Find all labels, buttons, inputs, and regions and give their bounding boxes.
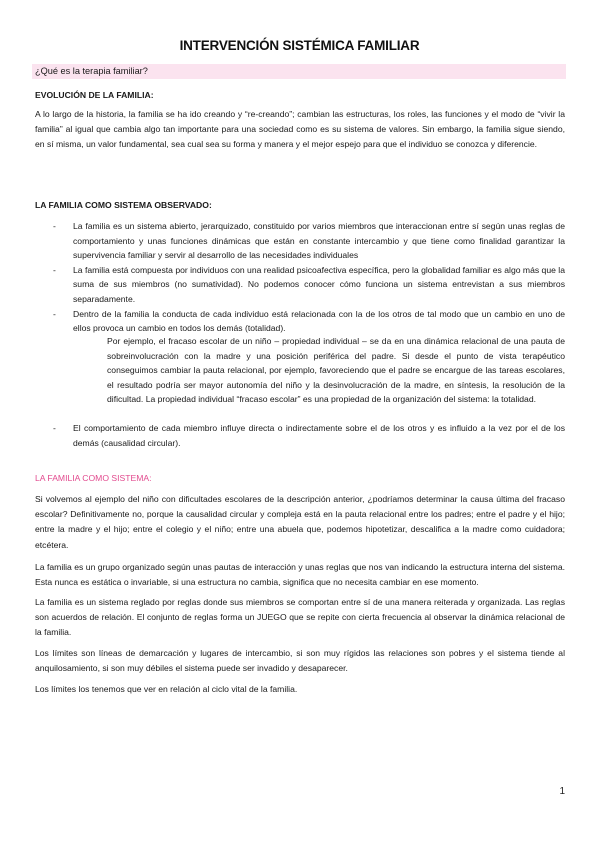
dash-bullet: -	[53, 308, 56, 319]
page-number: 1	[559, 786, 565, 797]
list-item: - La familia es un sistema abierto, jerarquizado, constituido por varios miembros que interaccionan entre sí según unas reglas de comportamiento y unas funciones dinámicas que están en constante intercambio y que tiene como finalidad garantizar la supervivencia familiar y servir al desarrollo de las necesidades individuales	[53, 221, 565, 261]
dash-bullet: -	[53, 264, 56, 275]
bullet-list	[35, 219, 565, 336]
dash-bullet: -	[53, 423, 56, 433]
section-heading-sistema-observado: LA FAMILIA COMO SISTEMA OBSERVADO:	[35, 200, 212, 210]
list-item: - La familia está compuesta por individuos con una realidad psicoafectiva específica, pero la globalidad familiar es algo más que la suma de sus miembros (no sumatividad). No podemos conocer cómo funciona un sistema entrevistan a sus miembros separadamente.	[53, 264, 565, 304]
paragraph-sistema-5: Los límites los tenemos que ver en relación al ciclo vital de la familia.	[35, 684, 298, 694]
list-item: - Dentro de la familia la conducta de cada individuo está relacionada con la de los otros de tal modo que un cambio en uno de ellos provoca un cambio en todos los demás (totalidad).	[53, 308, 565, 334]
example-paragraph: Por ejemplo, el fracaso escolar de un niño – propiedad individual – se da en una dinámica relacional de una pauta de sobreinvolucración con la madre y una posición periférica del padre. Si desde el punto de vista terapéutico conseguimos cambiar la pauta relacional, por ejemplo, favoreciendo que el padre se encargue de las tareas escolares, el resultado podría ser mayor autonomía del niño y la desinvolucración de la madre, en síntesis, la resolución de la dificultad. La propiedad individual “fracaso escolar” es una propiedad de la organización del sistema: la totalidad.	[107, 336, 565, 405]
paragraph-evolucion: A lo largo de la historia, la familia se ha ido creando y “re-creando”; cambian las estructuras, los roles, las funciones y el modo de “vivir la familia” al igual que cambia algo tan importante para una sociedad como es su sistema de valores. Sin embargo, la familia sigue siendo, en sí misma, un valor fundamental, sea cual sea su forma y manera y el mejor espejo para que el individuo se conozca y diferencie.	[35, 109, 565, 150]
paragraph-sistema-4: Los límites son líneas de demarcación y lugares de intercambio, si son muy rígidos las relaciones son pobres y el sistema tiende al anquilosamiento, si son muy débiles el sistema puede ser invadido y desaparecer.	[35, 648, 565, 674]
paragraph-sistema-3: La familia es un sistema reglado por reglas donde sus miembros se comportan entre sí de una manera reiterada y organizada. Las reglas son acuerdos de relación. El conjunto de reglas forma un JUEGO que se repite con cierta frecuencia al observar la dinámica relacional de la familia.	[35, 597, 565, 638]
document-title: INTERVENCIÓN SISTÉMICA FAMILIAR	[179, 38, 420, 53]
question-highlight: ¿Qué es la terapia familiar?	[32, 64, 566, 79]
dash-bullet: -	[53, 221, 56, 231]
section-heading-sistema: LA FAMILIA COMO SISTEMA:	[35, 473, 152, 483]
bullet-list-last	[35, 421, 565, 450]
paragraph-sistema-1: Si volvemos al ejemplo del niño con dificultades escolares de la descripción anterior, ¿podríamos determinar la causa última del fracaso escolar? Definitivamente no, porque la causalidad circular y compleja está en la pauta relacional entre los padres; entre el padre y el hijo; entre la madre y el hijo; entre el colegio y el niño; entre una abuela que, podemos hipotetizar, descalifica a la madre como cuidadora; etcétera.	[35, 494, 565, 550]
section-heading-evolucion: EVOLUCIÓN DE LA FAMILIA:	[35, 90, 154, 100]
list-item: - El comportamiento de cada miembro influye directa o indirectamente sobre el de los otros y es influido a la vez por el de los demás (causalidad circular).	[53, 423, 565, 448]
paragraph-sistema-2: La familia es un grupo organizado según unas pautas de interacción y unas reglas que nos van indicando la estructura interna del sistema. Esta nunca es estática o invariable, si una estructura no cambia, significa que no necesita cambiar en ese momento.	[35, 562, 565, 588]
